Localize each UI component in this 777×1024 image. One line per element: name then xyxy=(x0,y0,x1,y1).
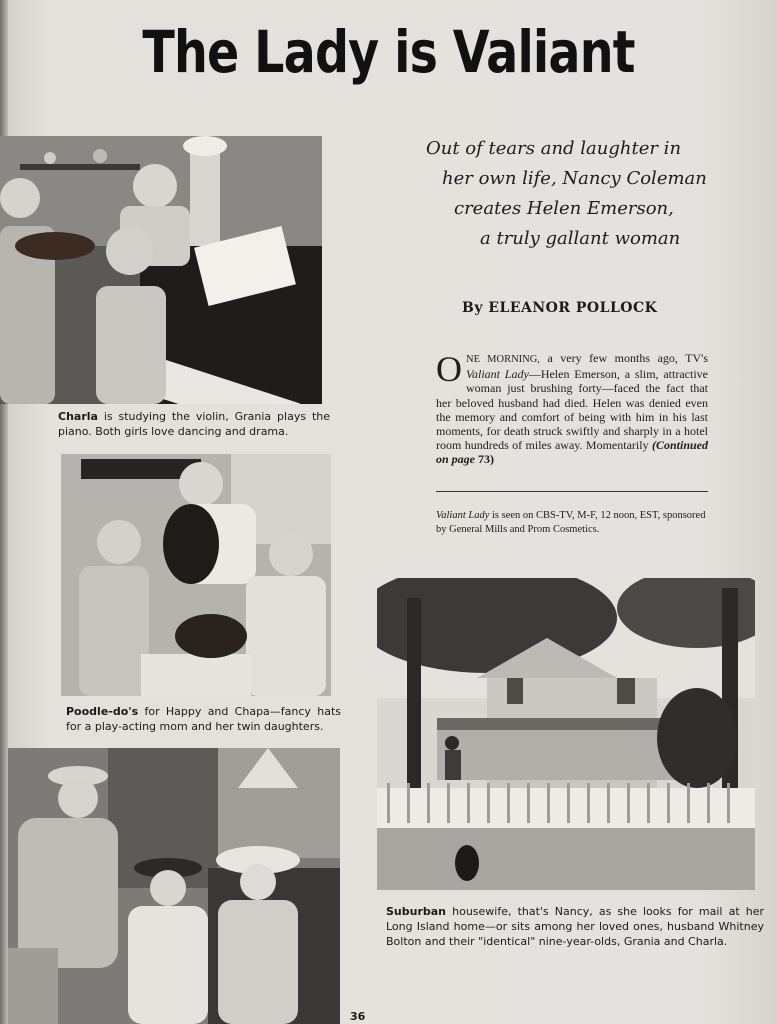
photo-piano-violin xyxy=(0,136,322,404)
caption-poodle-text: for Happy and Chapa—fancy hats for a play-acting mom and her twin daughters. xyxy=(66,705,341,733)
caption-poodle xyxy=(66,704,341,734)
caption-poodle-lead: Poodle-do's xyxy=(66,705,139,718)
caption-house-lead: Suburban xyxy=(386,905,447,918)
caption-piano-lead: Charla xyxy=(58,410,98,423)
credit-text: is seen on CBS-TV, M-F, 12 noon, EST, sponsored by General Mills and Prom Cosmetics. xyxy=(436,510,706,535)
article-text-b: —Helen Emerson, a slim, attractive woman just brushing forty—faced the fact that her beloved husband had died. Helen was denied even the memory and comfort of being with him in his last moments, for death struck swiftly and sharply in a hotel room hundreds of miles away. Momentarily xyxy=(436,367,708,453)
broadcast-credit xyxy=(436,509,712,537)
continued-note: (Continued on page xyxy=(436,438,708,467)
page-number: 36 xyxy=(350,1010,366,1023)
caption-house xyxy=(386,904,764,949)
drop-cap: O xyxy=(436,349,462,389)
continued-page: 73) xyxy=(478,452,494,467)
lead-smallcaps: NE MORNING, xyxy=(466,354,540,365)
photo-hats xyxy=(8,748,340,1024)
caption-piano xyxy=(58,409,330,439)
deck-line-2: her own life, Nancy Coleman xyxy=(442,168,707,189)
deck xyxy=(400,134,730,254)
deck-line-4: a truly gallant woman xyxy=(480,228,681,249)
show-title: Valiant Lady xyxy=(466,367,529,382)
deck-line-3: creates Helen Emerson, xyxy=(454,198,674,219)
photo-poodle xyxy=(61,454,331,696)
headline: The Lady is Valiant xyxy=(142,18,635,86)
photo-house xyxy=(377,578,755,890)
deck-line-1: Out of tears and laughter in xyxy=(426,138,682,159)
byline: By ELEANOR POLLOCK xyxy=(462,300,658,316)
article-text-a: a very few months ago, TV's xyxy=(539,351,708,365)
caption-piano-text: is studying the violin, Grania plays the piano. Both girls love dancing and drama. xyxy=(58,410,330,438)
divider-rule xyxy=(436,491,708,492)
credit-show-title: Valiant Lady xyxy=(436,510,490,521)
caption-house-text: housewife, that's Nancy, as she looks for mail at her Long Island home—or sits among her loved ones, husband Whitney Bolton and their "identical" nine-year-olds, Grania and Charla. xyxy=(386,905,764,948)
article-body xyxy=(436,351,708,467)
